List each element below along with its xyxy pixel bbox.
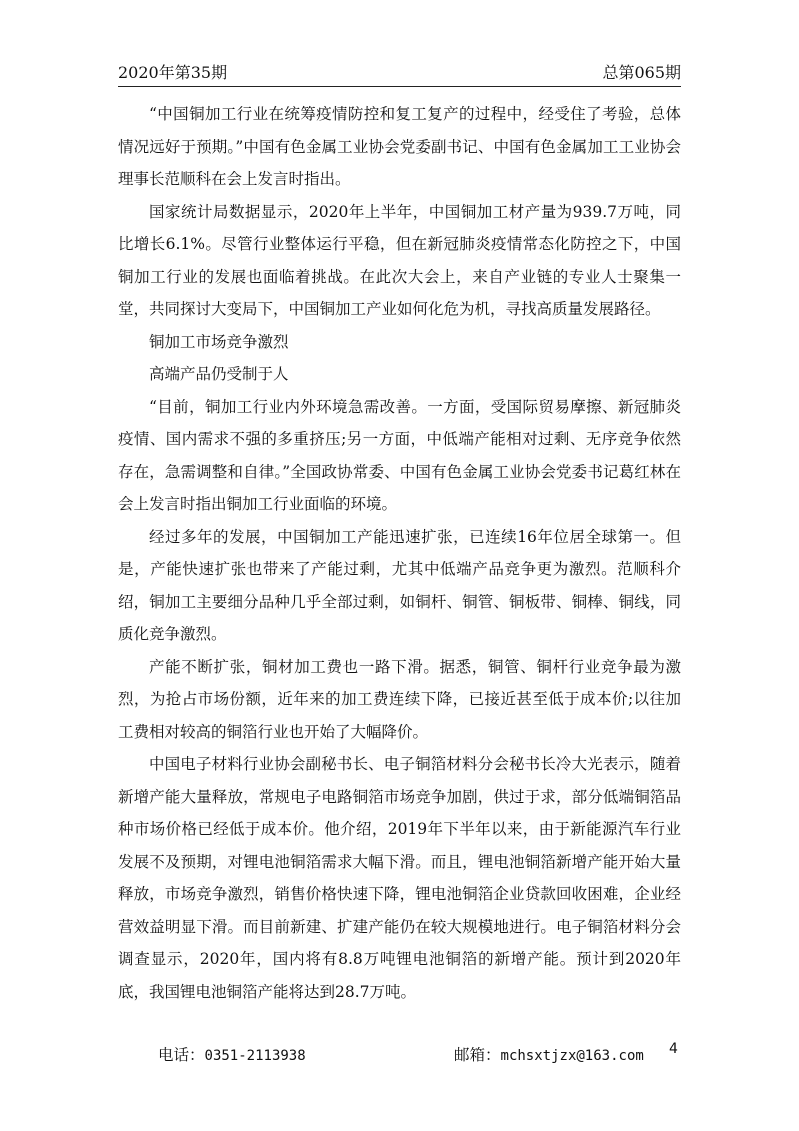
page-number: 4 bbox=[669, 1041, 678, 1057]
email-address: mchsxtjzx@163.com bbox=[500, 1048, 644, 1064]
paragraph: 经过多年的发展，中国铜加工产能迅速扩张，已连续16年位居全球第一。但是，产能快速扩张也带来了产能过剩，尤其中低端产品竞争更为激烈。范顺科介绍，铜加工主要细分品种几乎全部过剩，如铜杆、铜管、铜板带、铜棒、铜线，同质化竞争激烈。 bbox=[118, 527, 681, 643]
page-header bbox=[118, 58, 681, 87]
phone-label: 电话： bbox=[158, 1046, 205, 1064]
section-heading: 铜加工市场竞争激烈 bbox=[149, 332, 289, 351]
page-footer bbox=[0, 1043, 799, 1067]
email-label: 邮箱： bbox=[454, 1046, 501, 1064]
paragraph: “中国铜加工行业在统筹疫情防控和复工复产的过程中，经受住了考验，总体情况远好于预期。”中国有色金属工业协会党委副书记、中国有色金属加工工业协会理事长范顺科在会上发言时指出。 bbox=[118, 105, 681, 188]
contact-phone bbox=[158, 1043, 306, 1065]
phone-number: 0351-2113938 bbox=[204, 1048, 306, 1064]
paragraph: 国家统计局数据显示，2020年上半年，中国铜加工材产量为939.7万吨，同比增长6.1%。尽管行业整体运行平稳，但在新冠肺炎疫情常态化防控之下，中国铜加工行业的发展也面临着挑战。在此次大会上，来自产业链的专业人士聚集一堂，共同探讨大变局下，中国铜加工产业如何化危为机，寻找高质量发展路径。 bbox=[118, 202, 681, 318]
paragraph: 中国电子材料行业协会副秘书长、电子铜箔材料分会秘书长冷大光表示，随着新增产能大量释放，常规电子电路铜箔市场竞争加剧，供过于求，部分低端铜箔品种市场价格已经低于成本价。他介绍，2019年下半年以来，由于新能源汽车行业发展不及预期，对锂电池铜箔需求大幅下滑。而且，锂电池铜箔新增产能开始大量释放，市场竞争激烈，销售价格快速下降，锂电池铜箔企业贷款回收困难，企业经营效益明显下滑。而目前新建、扩建产能仍在较大规模地进行。电子铜箔材料分会调查显示，2020年，国内将有8.8万吨锂电池铜箔的新增产能。预计到2020年底，我国锂电池铜箔产能将达到28.7万吨。 bbox=[118, 755, 681, 1001]
total-issue-number: 总第065期 bbox=[602, 63, 681, 82]
article-body bbox=[118, 98, 681, 1008]
issue-number: 2020年第35期 bbox=[118, 63, 228, 82]
contact-email bbox=[454, 1043, 644, 1065]
paragraph: “目前，铜加工行业内外环境急需改善。一方面，受国际贸易摩擦、新冠肺炎疫情、国内需求不强的多重挤压;另一方面，中低端产能相对过剩、无序竞争依然存在，急需调整和自律。”全国政协常委、中国有色金属工业协会党委书记葛红林在会上发言时指出铜加工行业面临的环境。 bbox=[118, 397, 681, 513]
section-subheading: 高端产品仍受制于人 bbox=[149, 365, 289, 383]
paragraph: 产能不断扩张，铜材加工费也一路下滑。据悉，铜管、铜杆行业竞争最为激烈，为抢占市场份额，近年来的加工费连续下降，已接近甚至低于成本价;以往加工费相对较高的铜箔行业也开始了大幅降价。 bbox=[118, 657, 681, 741]
